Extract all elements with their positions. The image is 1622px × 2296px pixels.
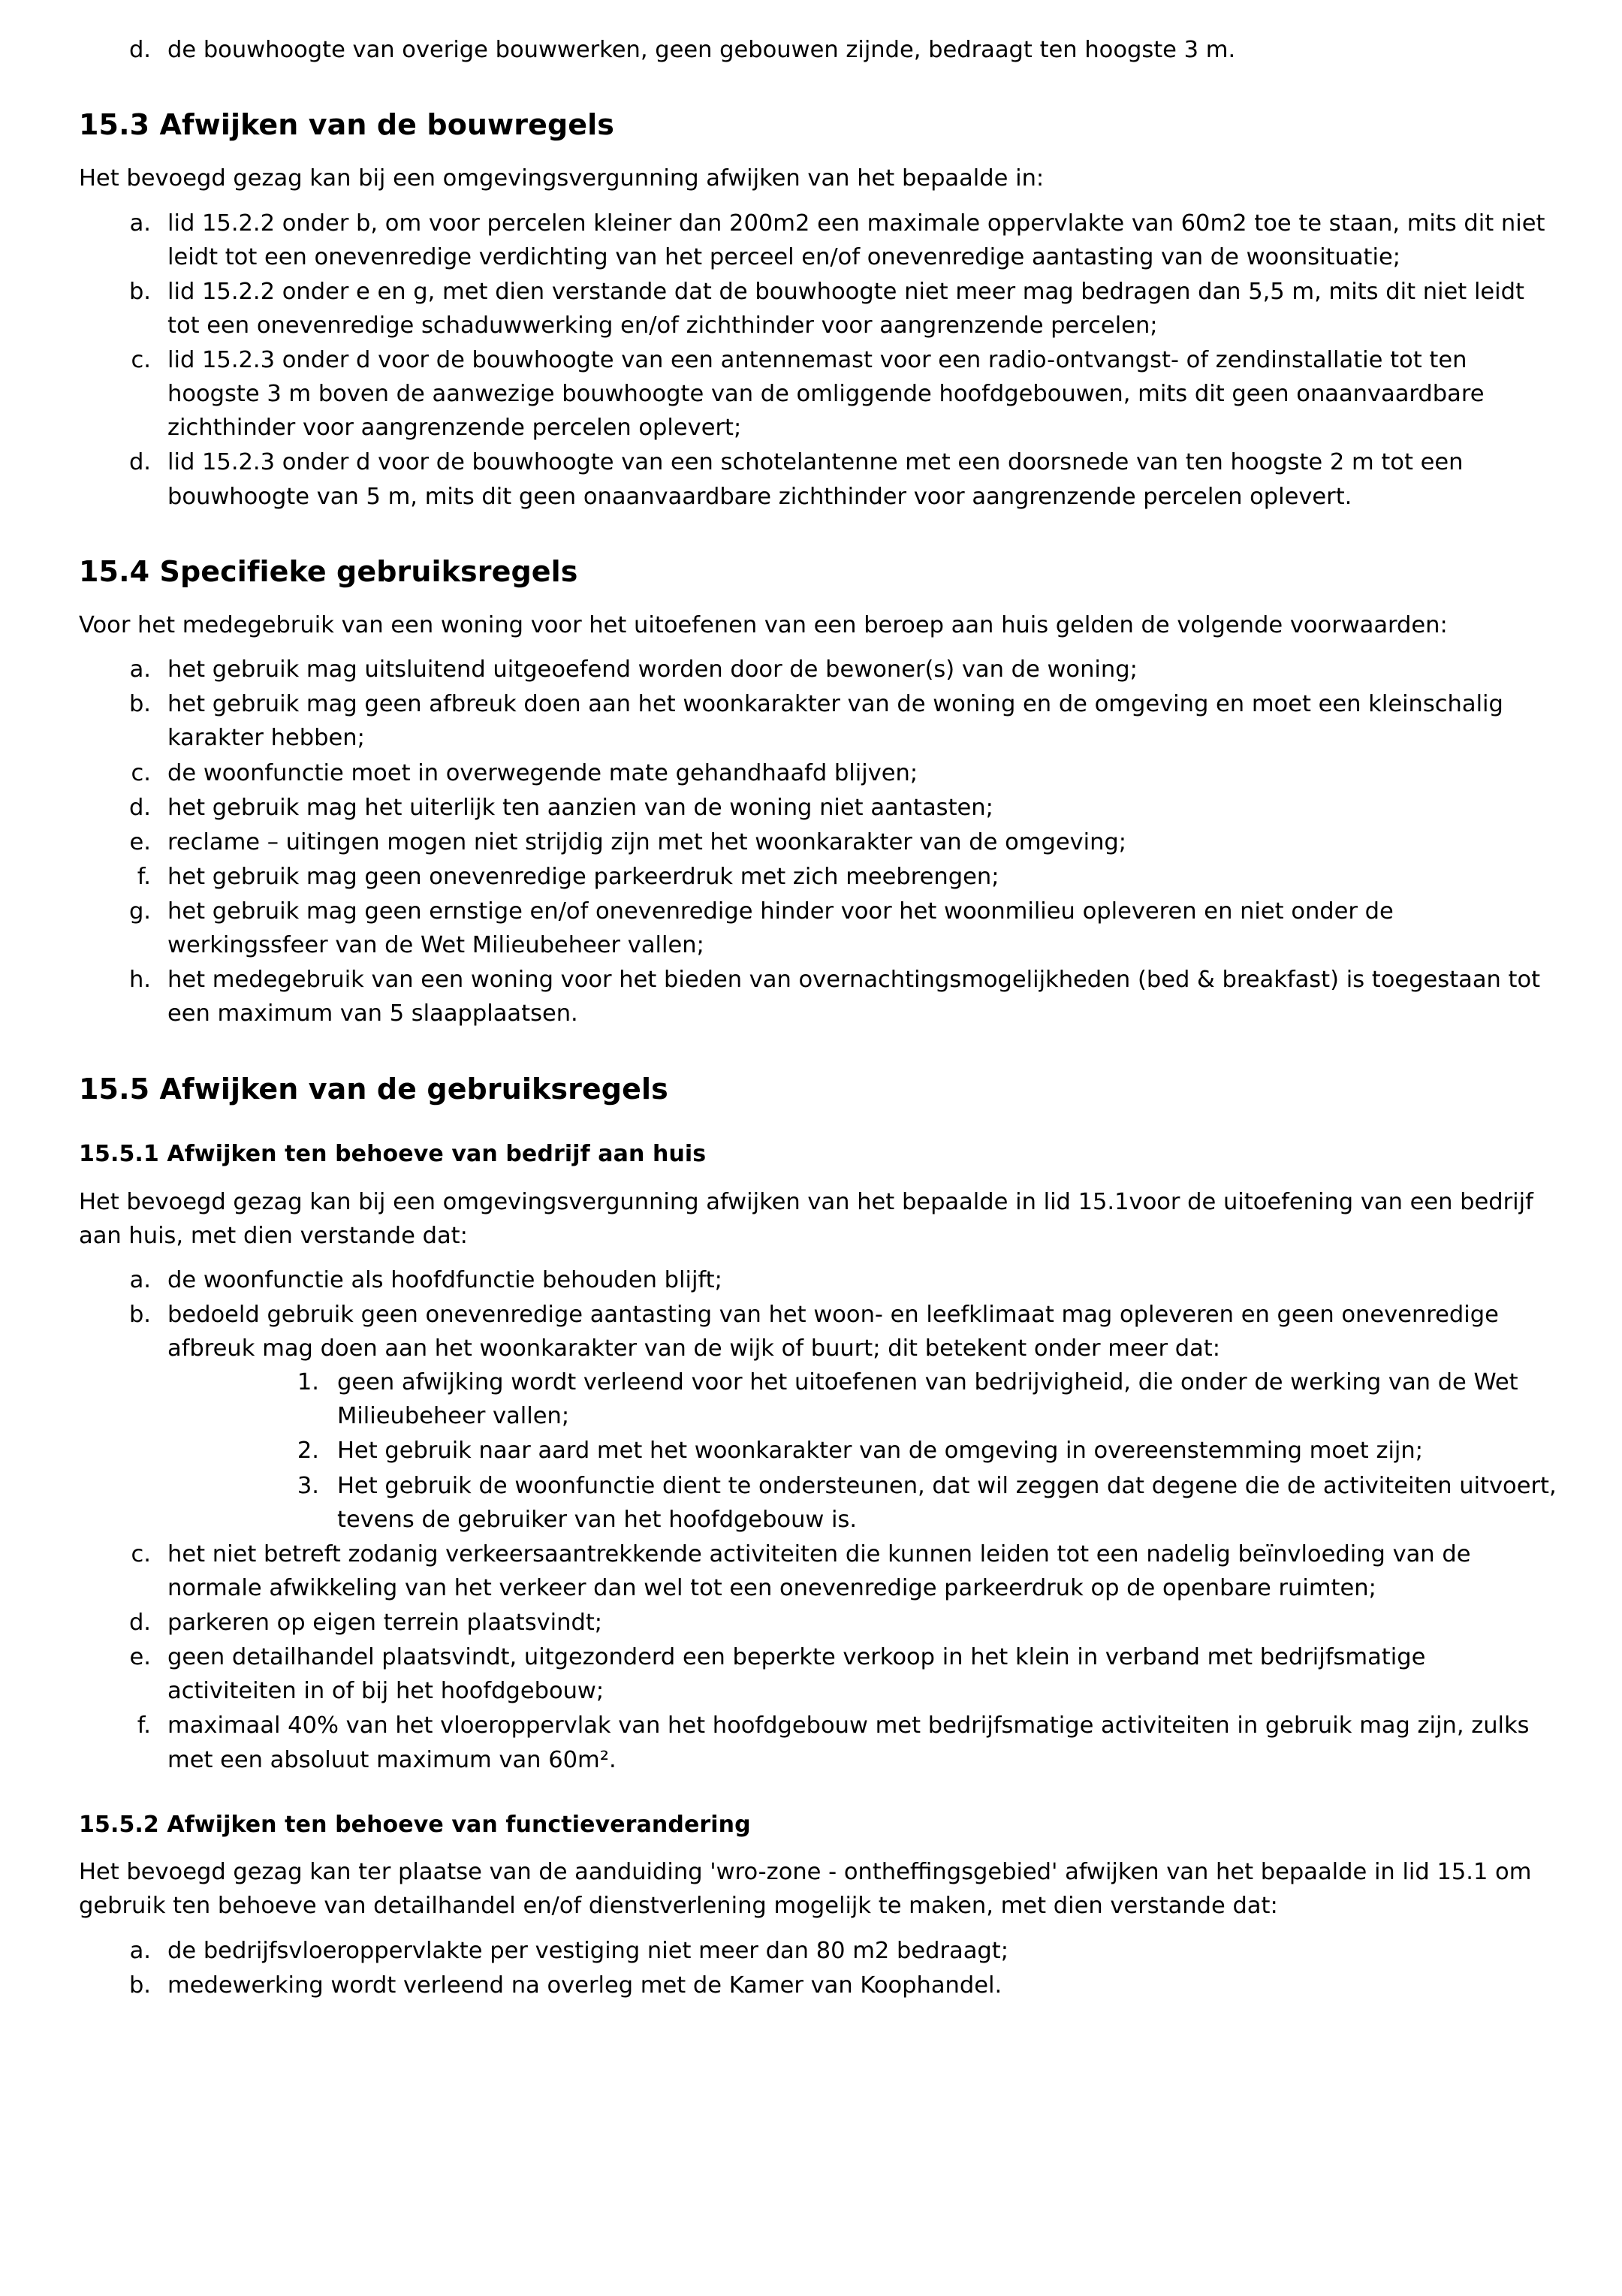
list-item [79,275,1557,342]
list-marker: f. [130,863,151,890]
list-15-5-1 [79,1263,1557,1777]
list-marker: b. [128,1972,151,1999]
list-item-text: het gebruik mag uitsluitend uitgeoefend worden door de bewoner(s) van de woning; [167,656,1138,683]
sublist-marker: 2. [297,1438,319,1465]
sublist-item-text: geen afwijking wordt verleend voor het uitoefenen van bedrijvigheid, die onder de werking van de Wet Milieubeheer vallen; [337,1369,1518,1430]
sublist-15-5-1-b [167,1365,1557,1537]
section-heading-15-5: 15.5 Afwijken van de gebruiksregels [79,1072,668,1106]
list-item [79,963,1557,1030]
list-item-text: het gebruik mag het uiterlijk ten aanzien van de woning niet aantasten; [167,794,993,821]
list-item-text: parkeren op eigen terrein plaatsvindt; [167,1610,603,1637]
sublist-item-text: Het gebruik naar aard met het woonkarakter van de omgeving in overeenstemming moet zijn; [337,1438,1424,1465]
list-marker: d. [128,37,151,63]
list-item [79,1537,1557,1605]
list-marker: a. [129,656,151,683]
page-content [79,33,1557,2002]
list-15-3 [79,207,1557,514]
list-item-text: lid 15.2.3 onder d voor de bouwhoogte van een schotelantenne met een doorsnede van ten hoogste 2 m tot een bouwhoogte van 5 m, mits dit geen onaanvaardbare zichthinder voor aangrenzende percelen oplevert. [167,449,1464,510]
list-item-text: lid 15.2.3 onder d voor de bouwhoogte van een antennemast voor een radio-ontvangst- of zendinstallatie tot ten hoogste 3 m boven de aanwezige bouwhoogte van de omliggende hoofdgebouwen, mits dit geen onaanvaardbare zichthinder voor aangrenzende percelen oplevert; [167,347,1485,442]
list-item [79,1934,1557,1968]
list-item [79,445,1557,513]
list-marker: h. [128,967,151,994]
list-item [79,1640,1557,1708]
list-item-text: de woonfunctie als hoofdfunctie behouden blijft; [167,1266,722,1293]
list-item [79,1298,1557,1537]
list-item [79,1709,1557,1776]
list-item [79,207,1557,274]
list-marker: a. [129,1266,151,1293]
sublist-item-text: Het gebruik de woonfunctie dient te ondersteunen, dat wil zeggen dat degene die de activiteiten uitvoert, tevens de gebruiker van het hoofdgebouw is. [337,1472,1557,1533]
list-marker: c. [131,1540,151,1567]
list-item [79,791,1557,825]
list-item-text: lid 15.2.2 onder e en g, met dien verstande dat de bouwhoogte niet meer mag bedragen dan 5,5 m, mits dit niet leidt tot een onevenredige schaduwwerking en/of zichthinder voor aangrenzende percelen; [167,278,1524,339]
list-item-text: reclame – uitingen mogen niet strijdig zijn met het woonkarakter van de omgeving; [167,828,1127,855]
list-item-text: bedoeld gebruik geen onevenredige aantasting van het woon- en leefklimaat mag opleveren en geen onevenredige afbreuk mag doen aan het woonkarakter van de wijk of buurt; dit betekent onder meer dat: [167,1301,1499,1362]
list-item [79,860,1557,894]
list-item-text: maximaal 40% van het vloeroppervlak van het hoofdgebouw met bedrijfsmatige activiteiten in gebruik mag zijn, zulks met een absoluut maximum van 60m². [167,1712,1530,1773]
section-intro-15-4: Voor het medegebruik van een woning voor het uitoefenen van een beroep aan huis gelden de volgende voorwaarden: [79,612,1448,639]
subsection-heading-15-5-1: 15.5.1 Afwijken ten behoeve van bedrijf aan huis [79,1140,707,1167]
list-item-text: het gebruik mag geen ernstige en/of onevenredige hinder voor het woonmilieu opleveren en niet onder de werkingssfeer van de Wet Milieubeheer vallen; [167,898,1394,959]
subsection-heading-15-5-2: 15.5.2 Afwijken ten behoeve van functieverandering [79,1811,751,1838]
list-marker: b. [128,278,151,305]
subsection-intro-15-5-1: Het bevoegd gezag kan bij een omgevingsvergunning afwijken van het bepaalde in lid 15.1voor de uitoefening van een bedrijf aan huis, met dien verstande dat: [79,1188,1533,1249]
list-item-text: het gebruik mag geen afbreuk doen aan het woonkarakter van de woning en de omgeving en moet een kleinschalig karakter hebben; [167,691,1503,752]
section-intro-15-3: Het bevoegd gezag kan bij een omgevingsvergunning afwijken van het bepaalde in: [79,165,1045,192]
list-marker: d. [128,794,151,821]
list-item-text: het niet betreft zodanig verkeersaantrekkende activiteiten die kunnen leiden tot een nadelig beïnvloeding van de normale afwikkeling van het verkeer dan wel tot een onevenredige parkeerdruk op de openbare ruimten; [167,1540,1471,1601]
list-item-text: de bedrijfsvloeroppervlakte per vestiging niet meer dan 80 m2 bedraagt; [167,1937,1009,1964]
list-item [79,825,1557,859]
list-marker: c. [131,347,151,374]
list-marker: e. [129,828,151,855]
list-item [79,756,1557,790]
list-item [79,1606,1557,1640]
list-item-text: de bouwhoogte van overige bouwwerken, geen gebouwen zijnde, bedraagt ten hoogste 3 m. [167,37,1236,63]
list-marker: b. [128,1301,151,1328]
sublist-item [250,1365,1557,1433]
section-heading-15-3: 15.3 Afwijken van de bouwregels [79,108,614,142]
list-item [79,1263,1557,1297]
list-marker: a. [129,1937,151,1964]
list-15-5-2 [79,1934,1557,2002]
list-marker: b. [128,691,151,718]
list-marker: d. [128,1610,151,1637]
section-heading-15-4: 15.4 Specifieke gebruiksregels [79,554,578,588]
list-item-text: het medegebruik van een woning voor het bieden van overnachtingsmogelijkheden (bed & breakfast) is toegestaan tot een maximum van 5 slaapplaatsen. [167,967,1541,1027]
list-item [79,895,1557,962]
list-marker: c. [131,759,151,786]
list-item [79,33,1557,67]
list-item [79,653,1557,686]
list-item [79,343,1557,445]
list-item-text: geen detailhandel plaatsvindt, uitgezonderd een beperkte verkoop in het klein in verband met bedrijfsmatige activiteiten in of bij het hoofdgebouw; [167,1644,1426,1705]
list-marker: e. [129,1644,151,1671]
list-marker: a. [129,210,151,237]
list-item-text: het gebruik mag geen onevenredige parkeerdruk met zich meebrengen; [167,863,999,890]
list-item-text: medewerking wordt verleend na overleg met de Kamer van Koophandel. [167,1972,1002,1999]
list-marker: g. [128,898,151,925]
list-item [79,687,1557,755]
list-item-text: de woonfunctie moet in overwegende mate gehandhaafd blijven; [167,759,918,786]
list-15-4 [79,653,1557,1030]
list-item [79,1969,1557,2002]
list-item-text: lid 15.2.2 onder b, om voor percelen kleiner dan 200m2 een maximale oppervlakte van 60m2 toe te staan, mits dit niet leidt tot een onevenredige verdichting van het perceel en/of onevenredige aantasting van de woonsituatie; [167,210,1545,270]
list-marker: f. [130,1712,151,1739]
sublist-item [250,1469,1557,1537]
sublist-marker: 1. [297,1369,319,1396]
sublist-marker: 3. [297,1472,319,1499]
sublist-item [250,1434,1557,1468]
list-marker: d. [128,449,151,476]
subsection-intro-15-5-2: Het bevoegd gezag kan ter plaatse van de aanduiding 'wro-zone - ontheffingsgebied' afwijken van het bepaalde in lid 15.1 om gebruik ten behoeve van detailhandel en/of dienstverlening mogelijk te maken, met dien verstande dat: [79,1859,1532,1920]
